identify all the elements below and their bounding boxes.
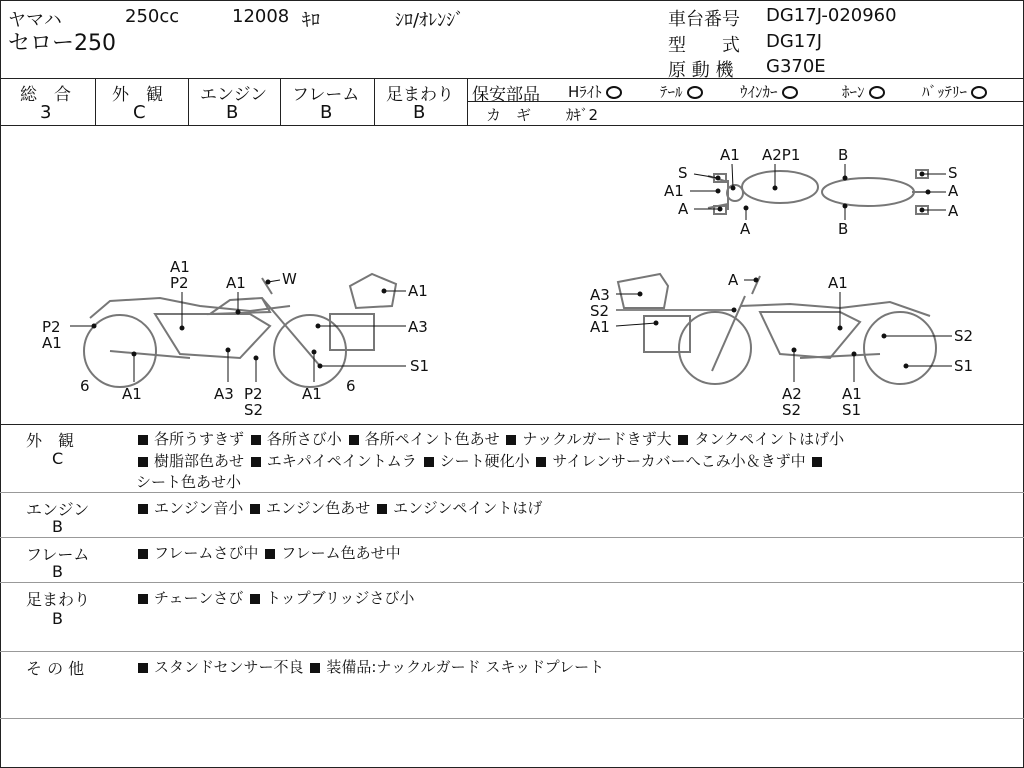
safety-horn: ﾎｰﾝ [842,81,885,102]
remark-line: 樹脂部色あせ エキパイペイントムラ シート硬化小 サイレンサーカバーへこみ小＆きず中 [136,450,828,471]
ok-circle-icon [606,86,622,99]
bullet-icon [377,504,387,514]
suspension-label: 足まわり [386,85,454,105]
overall-label: 総 合 [20,85,71,105]
type-label: 型 式 [668,35,740,56]
bullet-icon [138,549,148,559]
remark-label-engine: エンジン [26,500,90,519]
damage-label: A1 [664,182,684,200]
damage-label: A1 [226,274,246,292]
divider [374,78,375,125]
frame-no-label: 車台番号 [668,9,740,30]
safety-taillight: ﾃｰﾙ [660,81,703,102]
remark-label-suspension: 足まわり [26,590,91,609]
engine-label: エンジン [200,85,268,105]
damage-label: W [282,270,297,288]
bullet-icon [138,663,148,673]
damage-label: S1 [842,401,862,419]
remark-label-other: そ の 他 [26,659,85,678]
overall-score: 3 [40,102,52,123]
remark-grade-engine: B [52,517,63,536]
safety-headlight: Hﾗｲﾄ [568,81,622,102]
damage-label: A [728,271,739,289]
damage-label: S2 [244,401,264,419]
key-label: カ ギ [486,106,532,124]
bullet-icon [138,435,148,445]
remark-line: シート色あせ小 [136,473,242,491]
ok-circle-icon [687,86,703,99]
displacement: 250cc [125,6,180,27]
bullet-icon [310,663,320,673]
bullet-icon [812,457,822,467]
damage-label: A1 [842,385,862,403]
damage-label: A3 [214,385,234,403]
remark-label-frame: フレーム [26,545,90,564]
damage-label: A3 [408,318,428,336]
divider [0,78,1024,79]
ok-circle-icon [782,86,798,99]
damage-label: A1 [122,385,142,403]
damage-label: S1 [410,357,430,375]
damage-label: S [678,164,688,182]
mileage: 12008 [232,6,290,27]
damage-label: A2P1 [762,146,801,164]
bullet-icon [506,435,516,445]
remark-grade-exterior: C [52,449,64,468]
remark-line: チェーンさび トップブリッジさび小 [136,587,414,608]
damage-label: A1 [720,146,740,164]
engine-model-label: 原 動 機 [668,60,734,81]
divider [280,78,281,125]
bullet-icon [250,594,260,604]
damage-label: S2 [590,302,610,320]
divider [0,492,1024,493]
exterior-label: 外 観 [112,85,163,105]
bullet-icon [424,457,434,467]
key-value: ｶｷﾞ2 [566,106,599,124]
right-side-motorcycle [618,274,936,384]
exterior-score: C [133,102,146,123]
remark-grade-frame: B [52,562,63,581]
type-value: DG17J [766,31,823,52]
damage-label: P2 [170,274,189,292]
damage-label: A2 [782,385,802,403]
damage-label: A1 [828,274,848,292]
model-name: セロー250 [8,31,116,56]
divider [0,537,1024,538]
bullet-icon [138,504,148,514]
bullet-icon [138,457,148,467]
frame-score: B [320,102,333,123]
damage-label: A1 [42,334,62,352]
mileage-unit: ｷﾛ [302,10,320,31]
damage-label: A1 [170,258,190,276]
body-color: ｼﾛ/ｵﾚﾝｼﾞ [395,10,465,31]
divider [95,78,96,125]
damage-label: 6 [80,377,90,395]
damage-label: A [948,182,959,200]
damage-label: B [838,146,849,164]
damage-label: P2 [42,318,61,336]
damage-label: P2 [244,385,263,403]
damage-label: S2 [954,327,974,345]
remark-line: 各所うすきず 各所さび小 各所ペイント色あせ ナックルガードきず大 タンクペイントはげ小 [136,428,844,449]
damage-label: 6 [346,377,356,395]
bullet-icon [251,435,261,445]
bullet-icon [678,435,688,445]
bullet-icon [265,549,275,559]
remark-label-exterior: 外 観 [26,431,75,450]
divider [0,424,1024,425]
ok-circle-icon [869,86,885,99]
bullet-icon [349,435,359,445]
divider [0,582,1024,583]
divider [188,78,189,125]
safety-battery: ﾊﾞｯﾃﾘｰ [922,81,987,102]
damage-label: A1 [302,385,322,403]
damage-label: A [948,202,959,220]
remark-grade-suspension: B [52,609,63,628]
damage-label: A [740,220,751,238]
maker: ヤマハ [8,10,62,31]
damage-label: A1 [590,318,610,336]
frame-no: DG17J-020960 [766,5,897,26]
suspension-score: B [413,102,426,123]
safety-label: 保安部品 [472,85,540,105]
damage-diagram [0,126,1024,424]
right-side-labels [590,271,973,419]
bullet-icon [536,457,546,467]
frame-label: フレーム [292,85,360,105]
divider [0,651,1024,652]
damage-label: S2 [782,401,802,419]
remark-line: スタンドセンサー不良 装備品:ナックルガード スキッドプレート [136,656,604,677]
engine-model: G370E [766,56,826,77]
top-view-motorcycle [708,170,930,214]
damage-label: S1 [954,357,974,375]
damage-label: S [948,164,958,182]
engine-score: B [226,102,239,123]
damage-label: B [838,220,849,238]
ok-circle-icon [971,86,987,99]
bullet-icon [138,594,148,604]
left-side-labels [42,258,429,419]
bullet-icon [250,504,260,514]
safety-winker: ｳｲﾝｶｰ [740,81,798,102]
remark-line: エンジン音小 エンジン色あせ エンジンペイントはげ [136,497,542,518]
damage-label: A [678,200,689,218]
divider [0,718,1024,719]
damage-label: A3 [590,286,610,304]
damage-label: A1 [408,282,428,300]
bullet-icon [251,457,261,467]
remark-line: フレームさび中 フレーム色あせ中 [136,542,401,563]
